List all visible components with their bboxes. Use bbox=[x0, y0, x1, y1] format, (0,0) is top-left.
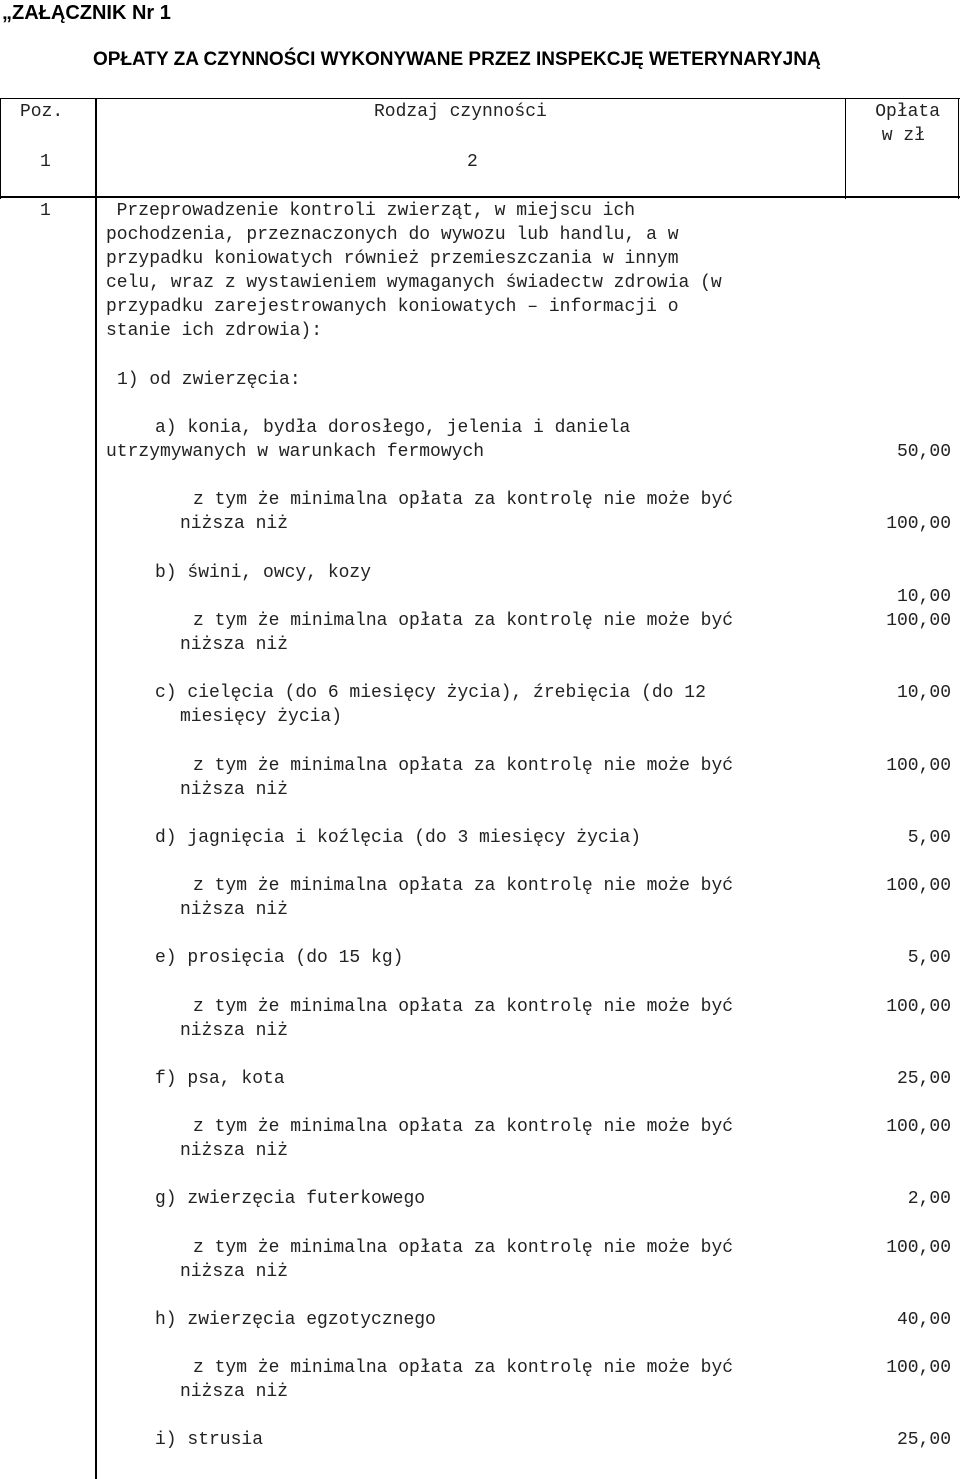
item-label-line: utrzymywanych w warunkach fermowych bbox=[106, 442, 485, 462]
minimum-fee-value: 100,00 bbox=[886, 1238, 951, 1258]
minimum-fee-value: 100,00 bbox=[886, 876, 951, 896]
item-fee: 5,00 bbox=[907, 948, 951, 968]
item-label-line: e) prosięcia (do 15 kg) bbox=[155, 948, 404, 968]
description-line: przypadku zarejestrowanych koniowatych – informacji o bbox=[106, 297, 679, 317]
minimum-fee-note: niższa niż bbox=[180, 900, 289, 920]
document-title: OPŁATY ZA CZYNNOŚCI WYKONYWANE PRZEZ INSPEKCJĘ WETERYNARYJNĄ bbox=[93, 49, 821, 70]
minimum-fee-value: 100,00 bbox=[886, 611, 951, 631]
item-label-line: g) zwierzęcia futerkowego bbox=[155, 1189, 426, 1209]
column-number-1: 1 bbox=[40, 152, 51, 172]
row-number: 1 bbox=[40, 201, 51, 221]
column-number-2: 2 bbox=[467, 152, 478, 172]
minimum-fee-note: z tym że minimalna opłata za kontrolę nie może być bbox=[193, 1238, 734, 1258]
minimum-fee-note: z tym że minimalna opłata za kontrolę nie może być bbox=[193, 1358, 734, 1378]
item-label-line: c) cielęcia (do 6 miesięcy życia), źrebięcia (do 12 bbox=[155, 683, 706, 703]
minimum-fee-note: niższa niż bbox=[180, 780, 289, 800]
header-activity-type: Rodzaj czynności bbox=[374, 102, 547, 122]
minimum-fee-value: 100,00 bbox=[886, 756, 951, 776]
item-fee: 25,00 bbox=[896, 1430, 951, 1450]
description-line: Przeprowadzenie kontroli zwierząt, w miejscu ich bbox=[95, 201, 636, 221]
minimum-fee-note: z tym że minimalna opłata za kontrolę nie może być bbox=[193, 1117, 734, 1137]
item-fee: 2,00 bbox=[907, 1189, 951, 1209]
description-line: pochodzenia, przeznaczonych do wywozu lub handlu, a w bbox=[106, 225, 679, 245]
minimum-fee-note: z tym że minimalna opłata za kontrolę nie może być bbox=[193, 490, 734, 510]
minimum-fee-note: niższa niż bbox=[180, 514, 289, 534]
subheading-per-animal: 1) od zwierzęcia: bbox=[117, 370, 301, 390]
minimum-fee-value: 100,00 bbox=[886, 997, 951, 1017]
item-fee: 50,00 bbox=[896, 442, 951, 462]
item-label-line: miesięcy życia) bbox=[180, 707, 343, 727]
header-fee-line1: Opłata bbox=[875, 102, 940, 122]
item-label-line: i) strusia bbox=[155, 1430, 264, 1450]
minimum-fee-note: niższa niż bbox=[180, 635, 289, 655]
description-line: stanie ich zdrowia): bbox=[106, 321, 323, 341]
table-top-border bbox=[0, 98, 960, 99]
item-fee: 10,00 bbox=[896, 587, 951, 607]
description-line: celu, wraz z wystawieniem wymaganych świadectw zdrowia (w bbox=[106, 273, 722, 293]
annex-label: „ZAŁĄCZNIK Nr 1 bbox=[2, 2, 171, 24]
item-label-line: d) jagnięcia i koźlęcia (do 3 miesięcy życia) bbox=[155, 828, 642, 848]
minimum-fee-note: z tym że minimalna opłata za kontrolę nie może być bbox=[193, 997, 734, 1017]
column-divider-1 bbox=[95, 98, 97, 1479]
minimum-fee-note: z tym że minimalna opłata za kontrolę nie może być bbox=[193, 756, 734, 776]
header-bottom-border bbox=[0, 196, 960, 198]
minimum-fee-value: 100,00 bbox=[886, 514, 951, 534]
table-right-border bbox=[958, 98, 959, 199]
minimum-fee-note: niższa niż bbox=[180, 1382, 289, 1402]
item-fee: 5,00 bbox=[907, 828, 951, 848]
minimum-fee-note: z tym że minimalna opłata za kontrolę nie może być bbox=[193, 611, 734, 631]
item-label-line: b) świni, owcy, kozy bbox=[155, 563, 372, 583]
item-label-line: a) konia, bydła dorosłego, jelenia i daniela bbox=[155, 418, 631, 438]
item-label-line: h) zwierzęcia egzotycznego bbox=[155, 1310, 436, 1330]
item-label-line: f) psa, kota bbox=[155, 1069, 285, 1089]
item-fee: 40,00 bbox=[896, 1310, 951, 1330]
description-line: przypadku koniowatych również przemieszczania w innym bbox=[106, 249, 679, 269]
minimum-fee-note: niższa niż bbox=[180, 1141, 289, 1161]
table-left-border bbox=[0, 98, 1, 199]
minimum-fee-value: 100,00 bbox=[886, 1117, 951, 1137]
minimum-fee-note: niższa niż bbox=[180, 1262, 289, 1282]
item-fee: 10,00 bbox=[896, 683, 951, 703]
header-fee-line2: w zł bbox=[881, 126, 925, 146]
minimum-fee-note: z tym że minimalna opłata za kontrolę nie może być bbox=[193, 876, 734, 896]
item-fee: 25,00 bbox=[896, 1069, 951, 1089]
minimum-fee-note: niższa niż bbox=[180, 1021, 289, 1041]
header-position: Poz. bbox=[20, 102, 64, 122]
minimum-fee-value: 100,00 bbox=[886, 1358, 951, 1378]
